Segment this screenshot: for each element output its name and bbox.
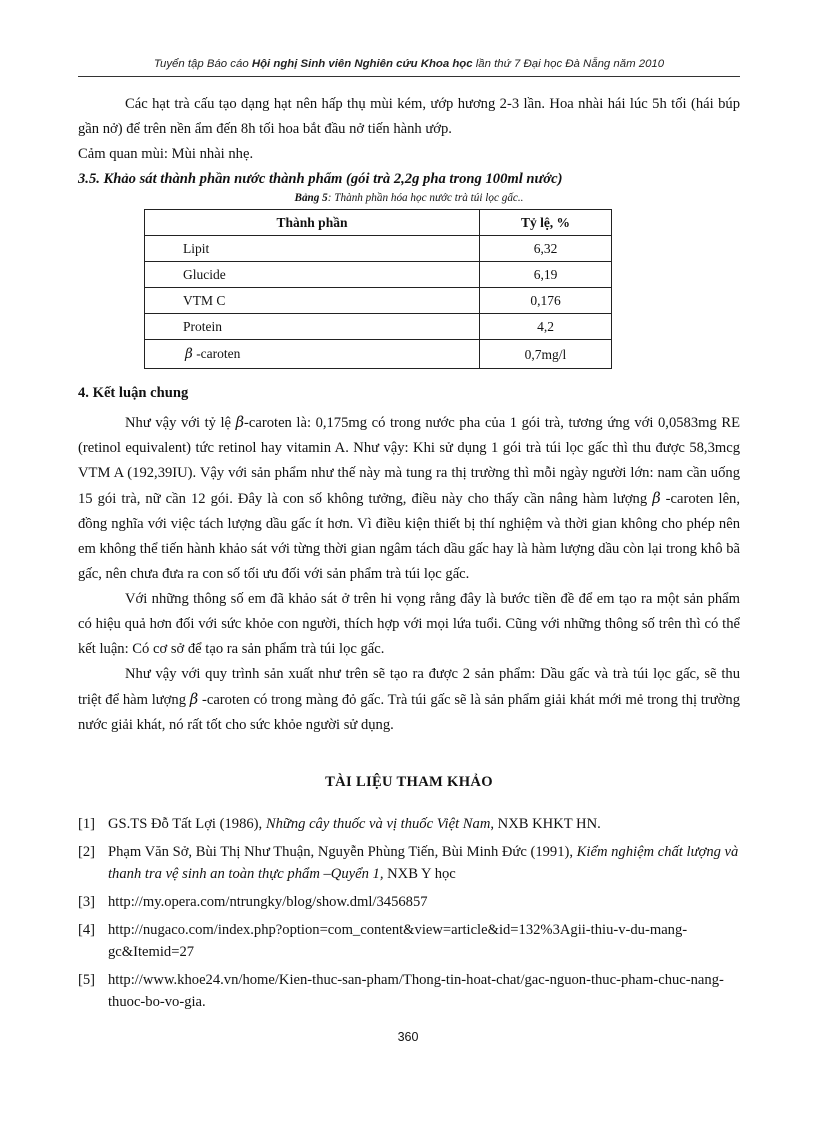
beta-symbol: β	[185, 346, 193, 362]
conclusion-paragraph-3	[78, 662, 740, 738]
table-header-row	[145, 210, 612, 236]
table-row	[145, 262, 612, 288]
references-list	[78, 813, 740, 1013]
table-cell-value: 4,2	[480, 314, 612, 340]
beta-symbol: β	[235, 414, 245, 431]
intro-paragraph-1: Các hạt trà cấu tạo dạng hạt nên hấp thụ mùi kém, ướp hương 2-3 lần. Hoa nhài hái lúc 5h tối (hái búp gần nở) để trên nền ẩm đến 8h tối hoa bắt đầu nở tiến hành ướp.	[78, 96, 740, 137]
reference-number: [4]	[78, 922, 96, 938]
header-rule	[78, 76, 740, 77]
reference-publisher: , NXB KHKT HN.	[490, 816, 601, 832]
header-conference: Hội nghị Sinh viên Nghiên cứu Khoa học	[251, 58, 473, 70]
table-header-ratio: Tỷ lệ, %	[480, 210, 612, 236]
reference-publisher: NXB Y học	[383, 866, 456, 882]
conclusion-p1-part-b: -caroten là: 0,175mg có trong nước pha của 1 gói trà, tương ứng với 0,0583mg RE (retinol equivalent) tức retinol hay vitamin A. Như vậy: Khi sử dụng 1 gói trà túi lọc gấc thì thu được 58,3mcg VTM A (192,39IU). Vậy với sản phẩm như thế này mà tung ra thị trường thì mỗi ngày người lớn: nam cần uống 15 gói trà, nữ cần 12 gói. Đây là con số không tưởng, điều này cho thấy cần nâng hàm lượng	[78, 415, 740, 507]
reference-item	[78, 891, 740, 913]
reference-title: Những cây thuốc và vị thuốc Việt Nam	[265, 816, 491, 832]
references-title: TÀI LIỆU THAM KHẢO	[325, 774, 493, 790]
table-5-caption-text: : Thành phần hóa học nước trà túi lọc gấc..	[327, 192, 524, 204]
conclusion-paragraph-2: Với những thông số em đã khảo sát ở trên hi vọng rằng đây là bước tiền đề để em tạo ra một sản phẩm có hiệu quả hơn đối với sức khỏe con người, thích hợp với mọi lứa tuổi. Cũng với những thông số trên thì có thể kết luận: Có cơ sở để tạo ra sản phẩm trà túi lọc gấc.	[78, 591, 740, 657]
reference-title: Kiểm nghiệm chất lượng và thanh tra vệ sinh an toàn thực phẩm –Quyển 1,	[108, 844, 739, 882]
table-row	[145, 288, 612, 314]
table-cell-name	[145, 340, 480, 369]
reference-item	[78, 813, 740, 835]
reference-number: [2]	[78, 844, 96, 860]
reference-number: [3]	[78, 894, 96, 910]
reference-number: [5]	[78, 972, 96, 988]
table-cell-name: VTM C	[145, 288, 480, 314]
table-header-component: Thành phần	[145, 210, 480, 236]
running-header	[78, 58, 740, 70]
header-suffix: lần thứ 7 Đại học Đà Nẵng năm 2010	[472, 58, 665, 70]
table-row	[145, 314, 612, 340]
reference-text	[108, 841, 740, 885]
beta-symbol: β	[189, 691, 199, 708]
conclusion-p1-part-c: -caroten lên, đồng nghĩa với việc tách lượng dầu gấc ít hơn. Vì điều kiện thiết bị thí nghiệm và thời gian không cho phép nên em không thể tiến hành khảo sát với từng thời gian ngâm tách dầu gấc hay là hàm lượng dầu còn lại trong khô bã gấc, nên chưa đưa ra con số tối ưu đối với sản phẩm trà túi lọc gấc.	[78, 491, 740, 582]
conclusion-p3-part-b: -caroten có trong màng đỏ gấc. Trà túi gấc sẽ là sản phẩm giải khát mới mẻ trong thị trường nước giải khát, nó rất tốt cho sức khỏe người sử dụng.	[78, 692, 740, 733]
reference-link[interactable]: http://nugaco.com/index.php?option=com_content&view=article&id=132%3Agii-thiu-v-du-mang-gc&Itemid=27	[108, 922, 688, 960]
reference-item	[78, 919, 740, 963]
reference-text	[108, 813, 740, 835]
table-cell-value: 0,7mg/l	[480, 340, 612, 369]
table-cell-name-text: -caroten	[192, 346, 241, 361]
reference-item	[78, 969, 740, 1013]
page-number: 360	[397, 1030, 419, 1044]
table-cell-name: Glucide	[145, 262, 480, 288]
reference-link[interactable]: http://my.opera.com/ntrungky/blog/show.dml/3456857	[108, 894, 428, 910]
composition-table	[144, 209, 612, 369]
table-cell-value: 0,176	[480, 288, 612, 314]
beta-symbol: β	[652, 490, 661, 507]
page-body	[78, 92, 740, 1019]
reference-author: Phạm Văn Sở, Bùi Thị Như Thuận, Nguyễn Phùng Tiến, Bùi Minh Đức (1991),	[108, 844, 577, 860]
table-cell-value: 6,32	[480, 236, 612, 262]
conclusion-p3-part-a: Như vậy với quy trình sản xuất như trên sẽ tạo ra được 2 sản phẩm: Dầu gấc và trà túi lọc gấc, sẽ thu triệt để hàm lượng	[78, 666, 740, 708]
table-cell-name: Lipit	[145, 236, 480, 262]
conclusion-paragraph-1	[78, 410, 740, 587]
intro-paragraph-2: Cảm quan mùi: Mùi nhài nhẹ.	[78, 146, 254, 162]
reference-author: GS.TS Đỗ Tất Lợi (1986),	[108, 816, 266, 832]
header-prefix: Tuyển tập Báo cáo	[153, 58, 252, 70]
reference-link[interactable]: http://www.khoe24.vn/home/Kien-thuc-san-pham/Thong-tin-hoat-chat/gac-nguon-thuc-pham-chuc-nang-thuoc-bo-vo-gia.	[108, 972, 724, 1010]
reference-number: [1]	[78, 816, 96, 832]
table-row	[145, 236, 612, 262]
conclusion-title: 4. Kết luận chung	[78, 385, 189, 401]
reference-item	[78, 841, 740, 885]
table-5-caption	[78, 190, 740, 206]
section-3-5-title: 3.5. Khảo sát thành phần nước thành phẩm (gói trà 2,2g pha trong 100ml nước)	[78, 171, 563, 187]
conclusion-p1-part-a: Như vậy với tỷ lệ	[125, 415, 236, 431]
table-cell-value: 6,19	[480, 262, 612, 288]
table-row	[145, 340, 612, 369]
table-cell-name: Protein	[145, 314, 480, 340]
table-5-caption-label: Bảng 5	[294, 192, 328, 204]
